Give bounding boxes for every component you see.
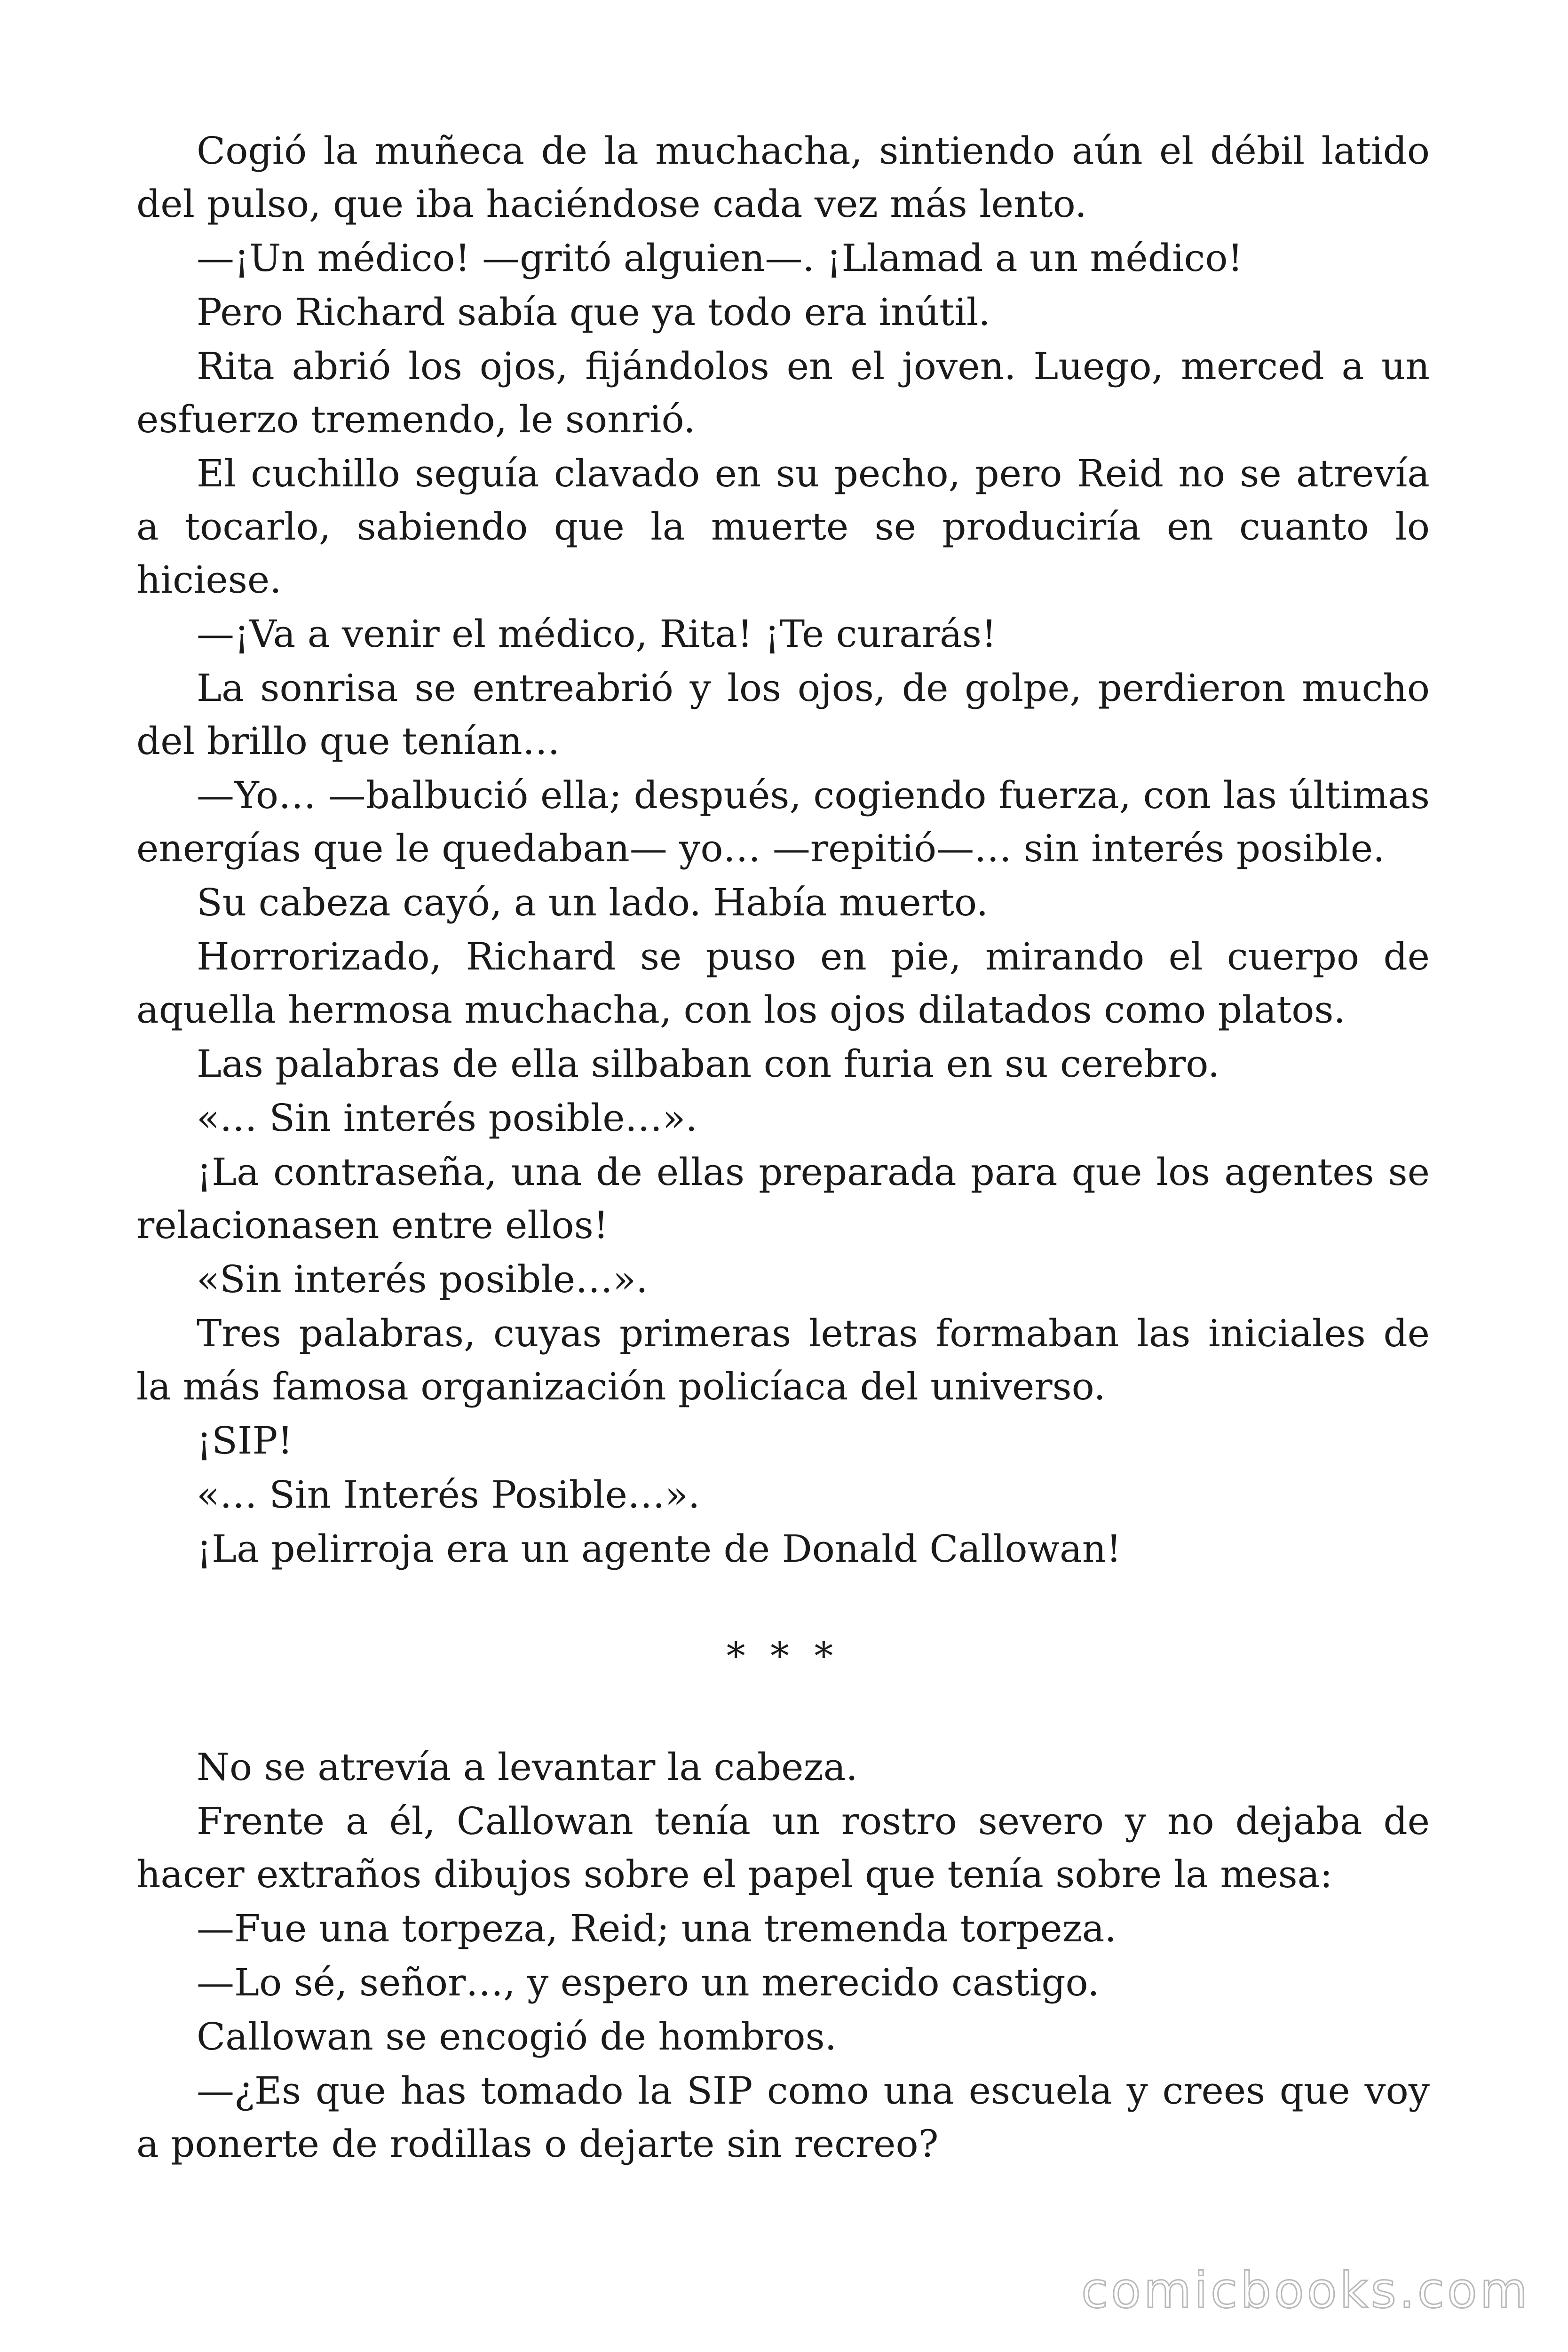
paragraph: «… Sin interés posible…». [197,1096,697,1140]
paragraph: Su cabeza cayó, a un lado. Había muerto. [197,881,989,924]
paragraph: —Yo… —balbució ella; después, cogiendo fuerza, con las últimas energías que le quedaban— yo… —repitió—… sin interés posible. [136,773,1430,870]
paragraph: Cogió la muñeca de la muchacha, sintiendo aún el débil latido del pulso, que iba haciéndose cada vez más lento. [136,129,1430,226]
paragraph: Las palabras de ella silbaban con furia en su cerebro. [197,1042,1220,1086]
watermark: comicbooks.com [1081,2262,1530,2319]
paragraph: La sonrisa se entreabrió y los ojos, de golpe, perdieron mucho del brillo que tenían… [136,666,1430,763]
section-separator: * * * [726,1634,840,1678]
paragraph: Tres palabras, cuyas primeras letras formaban las iniciales de la más famosa organización policíaca del universo. [136,1311,1430,1408]
text-section-1 [136,124,1430,1576]
text-section-2 [136,1740,1430,2171]
paragraph: Frente a él, Callowan tenía un rostro severo y no dejaba de hacer extraños dibujos sobre el papel que tenía sobre la mesa: [136,1799,1430,1896]
paragraph: —¿Es que has tomado la SIP como una escuela y crees que voy a ponerte de rodillas o dejarte sin recreo? [136,2069,1430,2166]
paragraph: «Sin interés posible…». [197,1257,648,1301]
paragraph: «… Sin Interés Posible…». [197,1473,700,1517]
paragraph: ¡La contraseña, una de ellas preparada para que los agentes se relacionasen entre ellos! [136,1150,1430,1247]
paragraph: Rita abrió los ojos, fijándolos en el joven. Luego, merced a un esfuerzo tremendo, le sonrió. [136,344,1430,441]
paragraph: ¡SIP! [197,1419,293,1462]
paragraph: ¡La pelirroja era un agente de Donald Callowan! [197,1527,1122,1571]
paragraph: —Fue una torpeza, Reid; una tremenda torpeza. [197,1907,1117,1950]
paragraph: —¡Un médico! —gritó alguien—. ¡Llamad a un médico! [197,236,1243,280]
paragraph: —¡Va a venir el médico, Rita! ¡Te curarás! [197,612,997,656]
paragraph: Horrorizado, Richard se puso en pie, mirando el cuerpo de aquella hermosa muchacha, con los ojos dilatados como platos. [136,935,1430,1032]
paragraph: Pero Richard sabía que ya todo era inútil. [197,290,990,334]
paragraph: Callowan se encogió de hombros. [197,2015,837,2058]
paragraph: El cuchillo seguía clavado en su pecho, pero Reid no se atrevía a tocarlo, sabiendo que la muerte se produciría en cuanto lo hiciese. [136,452,1430,602]
paragraph: No se atrevía a levantar la cabeza. [197,1745,858,1789]
paragraph: —Lo sé, señor…, y espero un merecido castigo. [197,1961,1100,2004]
